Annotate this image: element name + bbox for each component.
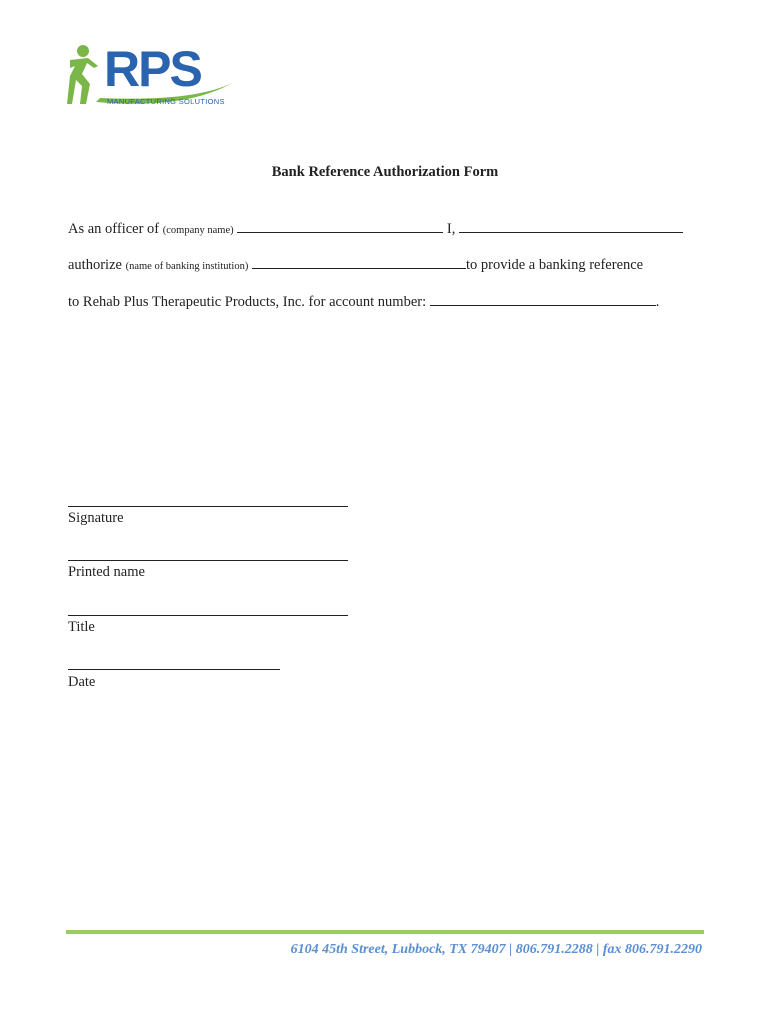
company-name-hint: (company name) [162, 225, 234, 236]
date-label: Date [68, 674, 96, 690]
line1-prefix: As an officer of [68, 221, 160, 237]
title-field[interactable] [68, 615, 348, 616]
line2-suffix: to provide a banking reference [465, 257, 644, 273]
title-label: Title [68, 619, 95, 635]
signature-field[interactable] [68, 506, 348, 507]
account-number-field[interactable] [430, 293, 656, 306]
footer-address: 6104 45th Street, Lubbock, TX 79407 | 806.791.2288 | fax 806.791.2290 [290, 942, 702, 957]
line3-suffix: . [655, 294, 660, 310]
form-line-bank [68, 256, 643, 274]
form-title: Bank Reference Authorization Form [271, 164, 499, 180]
line1-mid: I, [446, 221, 456, 237]
bank-name-field[interactable] [252, 256, 466, 269]
line3-prefix: to Rehab Plus Therapeutic Products, Inc. for account number: [68, 294, 427, 310]
printed-name-label: Printed name [68, 564, 145, 580]
date-field[interactable] [68, 669, 280, 670]
officer-name-field[interactable] [459, 220, 683, 233]
bank-name-hint: (name of banking institution) [125, 261, 249, 272]
footer-divider [66, 930, 704, 934]
company-name-field[interactable] [237, 220, 443, 233]
form-line-company [68, 220, 683, 238]
line2-prefix: authorize [68, 257, 122, 273]
printed-name-field[interactable] [68, 560, 348, 561]
signature-label: Signature [68, 510, 124, 526]
form-line-account [68, 293, 659, 311]
logo-tagline: MANUFACTURING SOLUTIONS [107, 97, 225, 106]
logo-wordmark: RPS [104, 41, 201, 97]
